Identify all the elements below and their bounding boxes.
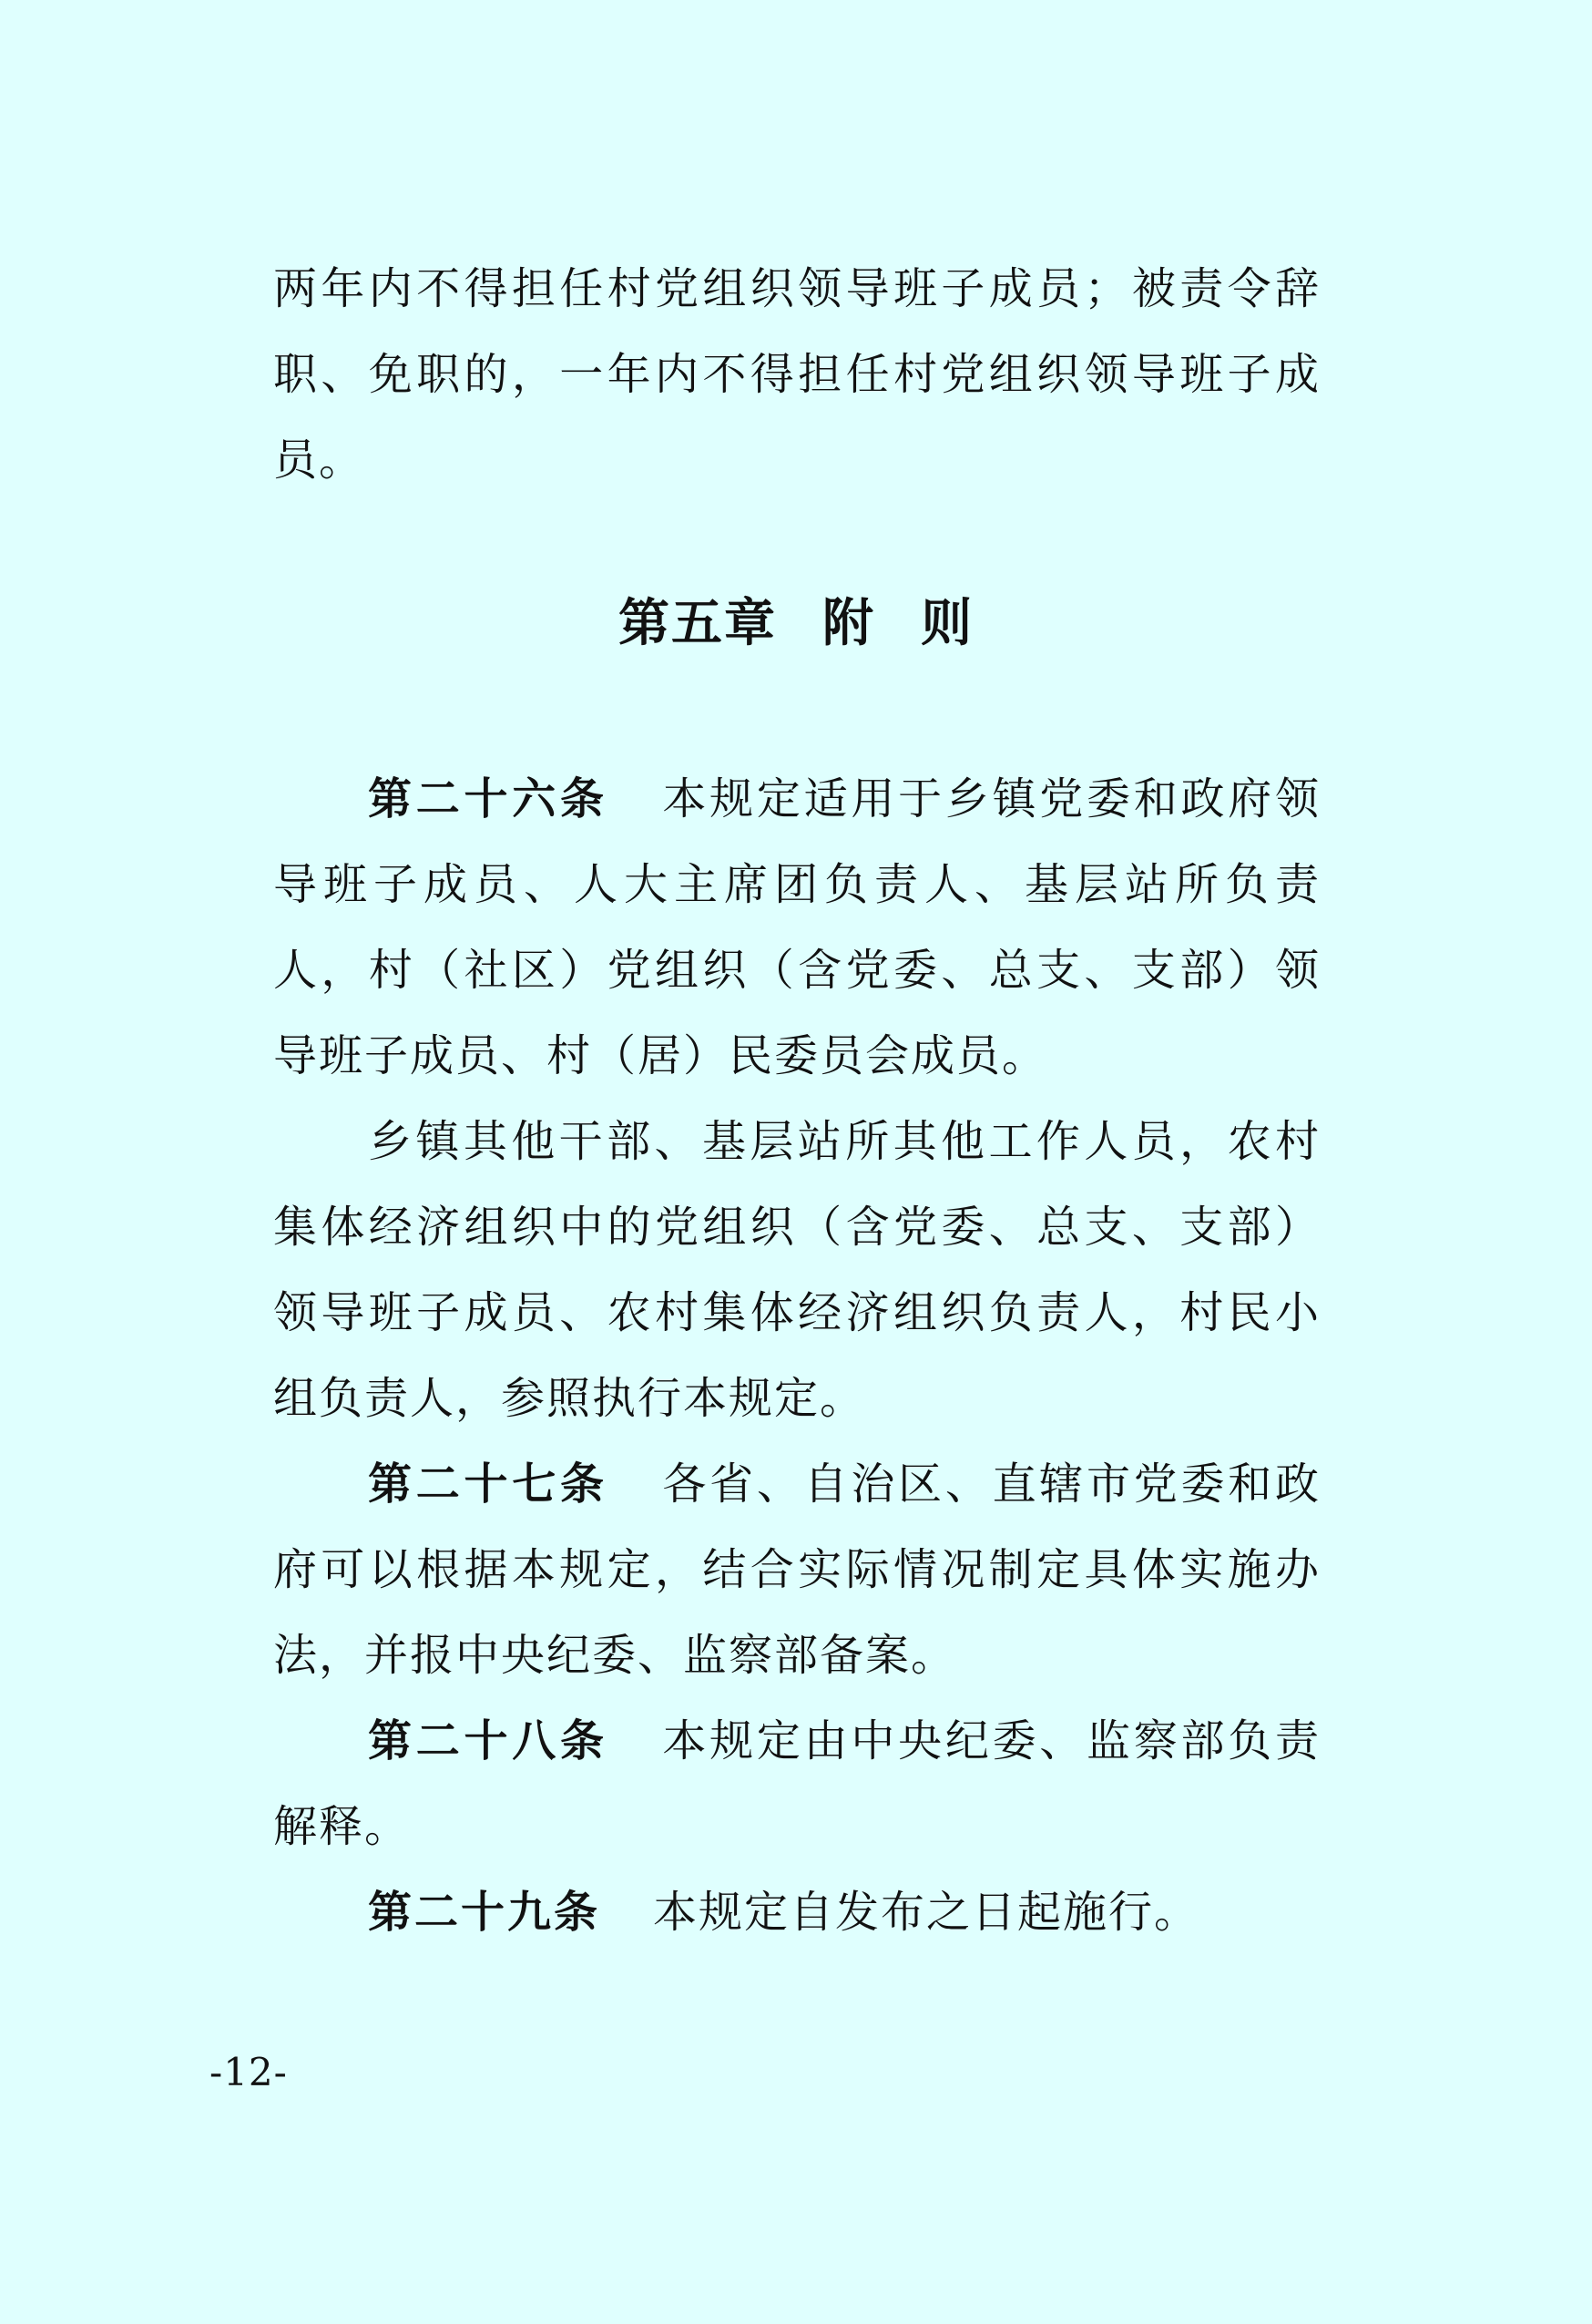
article-text: 本规定由中央纪委、监察部负责 [660,1715,1321,1766]
paragraph-line: 领导班子成员、农村集体经济组织负责人，村民小 [273,1287,1321,1338]
paragraph-first-line: 乡镇其他干部、基层站所其他工作人员，农村 [368,1116,1321,1167]
article-line: 导班子成员、人大主席团负责人、基层站所负责 [273,859,1321,910]
chapter-heading [0,583,1592,665]
article-line: 人，村（社区）党组织（含党委、总支、支部）领 [273,945,1321,996]
article-text: 本规定自发布之日起施行。 [653,1887,1200,1938]
article-first-line [273,1698,1321,1784]
article-26 [273,756,1321,1099]
intro-line: 职、免职的，一年内不得担任村党组织领导班子成 [273,349,1321,400]
article-first-line [273,1869,1321,1955]
paragraph-2 [273,1099,1321,1441]
article-29 [273,1869,1321,1955]
article-line: 解释。 [273,1801,411,1852]
chapter-word-1: 附 [822,594,875,653]
article-text: 本规定适用于乡镇党委和政府领 [660,773,1321,824]
paragraph-line: 组负责人，参照执行本规定。 [273,1373,866,1424]
article-label: 第二十七条 [368,1459,608,1510]
article-28 [273,1698,1321,1869]
paragraph-line: 集体经济组织中的党组织（含党委、总支、支部） [273,1202,1321,1253]
article-first-line [273,1441,1321,1527]
chapter-word-2: 则 [921,594,974,653]
page-number: -12- [209,2050,288,2094]
intro-line: 员。 [273,435,365,486]
article-label: 第二十九条 [368,1887,601,1938]
intro-line: 两年内不得担任村党组织领导班子成员；被责令辞 [273,263,1321,314]
chapter-label: 第五章 [618,594,777,653]
intro-paragraph [273,246,1321,503]
article-text: 各省、自治区、直辖市党委和政 [660,1459,1321,1510]
article-label: 第二十八条 [368,1715,608,1766]
article-line: 府可以根据本规定，结合实际情况制定具体实施办 [273,1544,1321,1595]
article-line: 导班子成员、村（居）民委员会成员。 [273,1030,1048,1081]
article-label: 第二十六条 [368,773,608,824]
article-27 [273,1441,1321,1698]
article-line: 法，并报中央纪委、监察部备案。 [273,1630,957,1681]
article-first-line [273,756,1321,842]
